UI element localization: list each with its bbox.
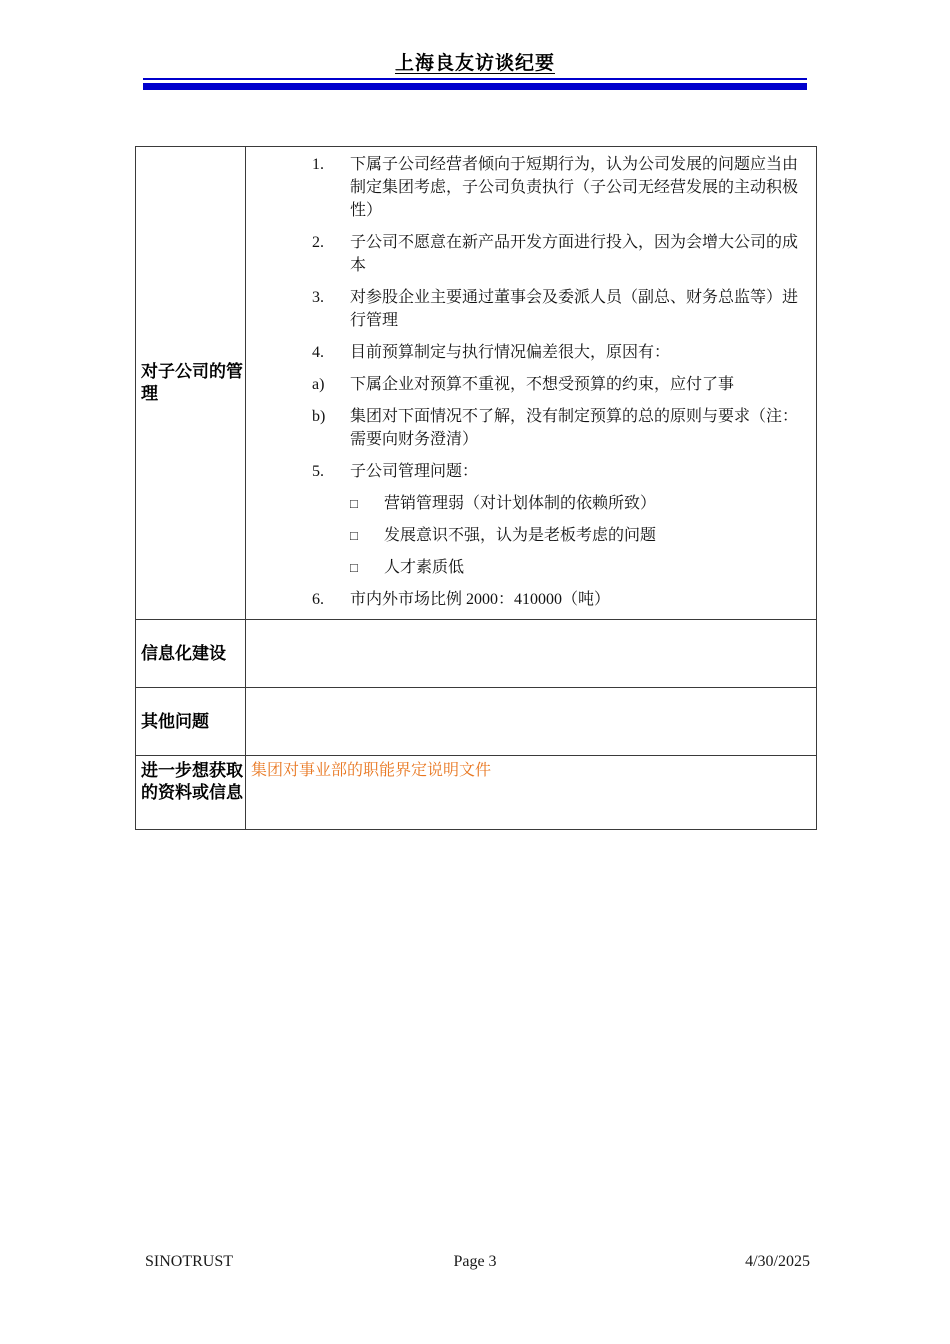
page-footer (0, 1253, 950, 1273)
list-item (246, 153, 808, 222)
header-rule-thick (143, 83, 807, 90)
row-label-other-issues: 其他问题 (136, 688, 246, 756)
table-row-management (136, 147, 817, 620)
list-item (246, 556, 808, 579)
list-marker: 5. (312, 463, 324, 480)
header-rule-thin (143, 78, 807, 80)
list-item-text: 子公司不愿意在新产品开发方面进行投入，因为会增大公司的成本 (350, 234, 799, 274)
list-marker: 1. (312, 156, 324, 173)
square-bullet-icon: □ (350, 496, 358, 511)
numbered-list (246, 153, 808, 611)
list-item-text: 人才素质低 (384, 559, 465, 576)
table-row-further-materials (136, 756, 817, 830)
list-marker: 4. (312, 344, 324, 361)
footer-page-number: Page 3 (453, 1253, 497, 1270)
list-item (246, 286, 808, 332)
footer-company: SINOTRUST (145, 1253, 234, 1270)
list-item (246, 231, 808, 277)
further-materials-note: 集团对事业部的职能界定说明文件 (251, 762, 492, 779)
row-content-management (246, 147, 817, 620)
row-content-informatization (246, 620, 817, 688)
list-item (246, 524, 808, 547)
list-item-text: 下属企业对预算不重视，不想受预算的约束，应付了事 (350, 376, 735, 393)
row-content-other-issues (246, 688, 817, 756)
list-item (246, 341, 808, 364)
list-marker: 6. (312, 591, 324, 608)
list-item (246, 492, 808, 515)
row-content-further-materials (246, 756, 817, 830)
footer-date: 4/30/2025 (745, 1253, 810, 1270)
list-item-text: 目前预算制定与执行情况偏差很大，原因有： (350, 344, 671, 361)
row-label-informatization: 信息化建设 (136, 620, 246, 688)
list-marker: b) (312, 408, 326, 425)
table-row-other-issues (136, 688, 817, 756)
list-item-text: 子公司管理问题： (350, 463, 479, 480)
list-item-text: 营销管理弱（对计划体制的依赖所致） (384, 495, 657, 512)
list-item-text: 市内外市场比例 2000：410000（吨） (350, 591, 611, 608)
interview-notes-table (135, 146, 817, 830)
row-label-management: 对子公司的管理 (136, 147, 246, 620)
square-bullet-icon: □ (350, 560, 358, 575)
list-marker: 3. (312, 289, 324, 306)
page-title-text: 上海良友访谈纪要 (394, 53, 555, 74)
list-marker: a) (312, 376, 325, 393)
list-item (246, 405, 808, 451)
page-title (0, 48, 950, 75)
list-item-text: 对参股企业主要通过董事会及委派人员（副总、财务总监等）进行管理 (350, 289, 799, 329)
row-label-further-materials: 进一步想获取的资料或信息 (136, 756, 246, 830)
square-bullet-icon: □ (350, 528, 358, 543)
list-item (246, 460, 808, 483)
list-item (246, 373, 808, 396)
list-item-text: 集团对下面情况不了解，没有制定预算的总的原则与要求（注：需要向财务澄清） (350, 408, 799, 448)
list-marker: 2. (312, 234, 324, 251)
list-item-text: 发展意识不强，认为是老板考虑的问题 (384, 527, 657, 544)
list-item-text: 下属子公司经营者倾向于短期行为，认为公司发展的问题应当由制定集团考虑，子公司负责执行（子公司无经营发展的主动积极性） (350, 156, 799, 219)
table-row-informatization (136, 620, 817, 688)
list-item (246, 588, 808, 611)
